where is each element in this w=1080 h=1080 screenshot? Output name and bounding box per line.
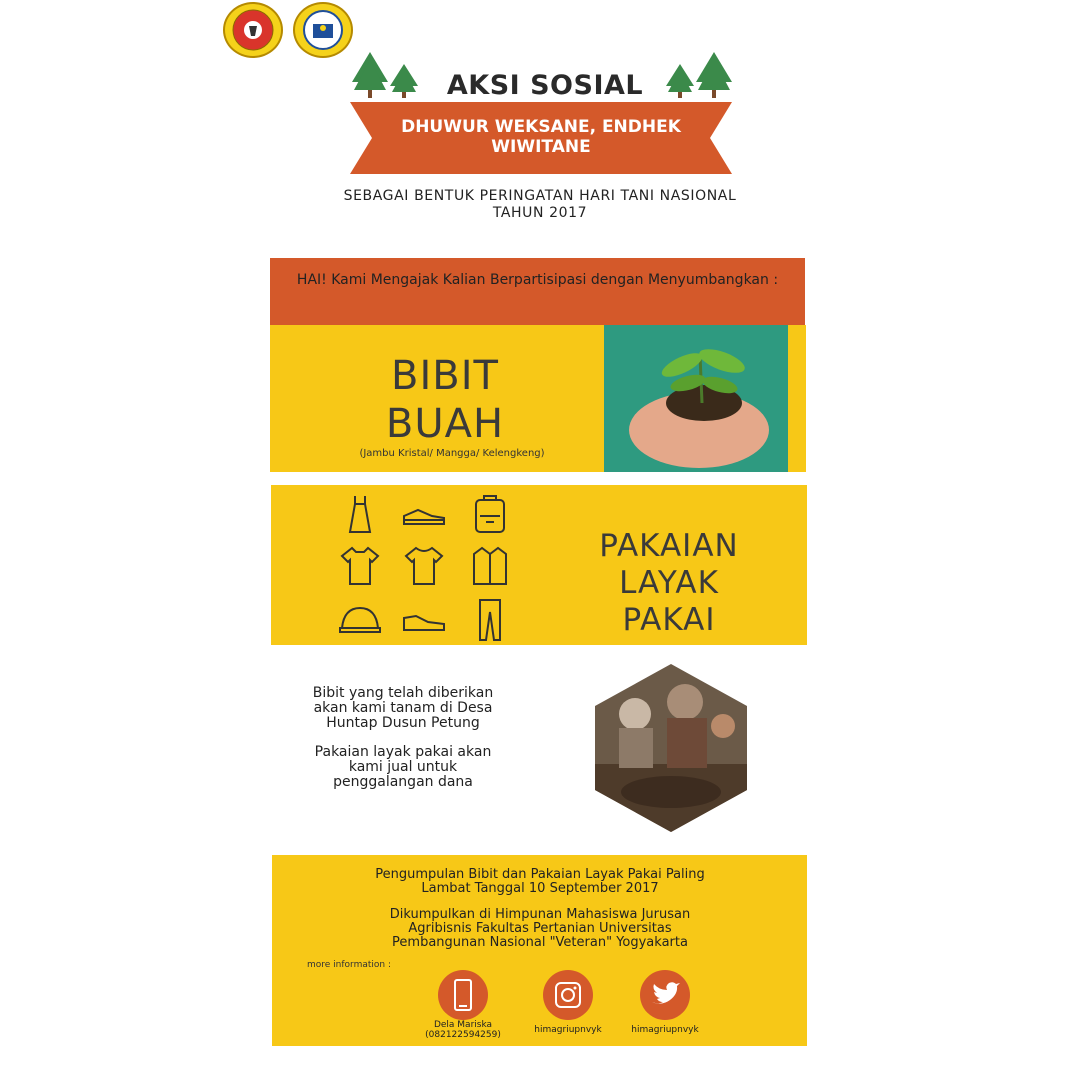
ribbon-text: DHUWUR WEKSANE, ENDHEK WIWITANE [401, 117, 681, 157]
event-subtitle: SEBAGAI BENTUK PERINGATAN HARI TANI NASIONAL TAHUN 2017 [343, 188, 737, 221]
polo-shirt-icon [338, 544, 382, 588]
sneaker-icon [402, 492, 446, 536]
phone-icon [438, 970, 488, 1020]
invite-text: HAI! Kami Mengajak Kalian Berpartisipasi dengan Menyumbangkan : [296, 272, 779, 288]
planting-photo [595, 664, 747, 832]
seeds-subtitle: (Jambu Kristal/ Mangga/ Kelengkeng) [359, 448, 545, 459]
shoe-icon [402, 598, 446, 642]
phone-contact-label: Dela Mariska (082122594259) [425, 1020, 501, 1040]
tshirt-icon [402, 544, 446, 588]
trousers-icon [468, 598, 512, 642]
himagri-logo [293, 2, 353, 58]
twitter-button[interactable] [640, 970, 690, 1020]
university-logo [223, 2, 283, 58]
twitter-icon [640, 970, 690, 1020]
seeds-title: BIBIT BUAH [385, 353, 505, 447]
seedling-photo [604, 325, 788, 472]
instagram-icon [543, 970, 593, 1020]
invite-band [270, 258, 805, 325]
collection-place-text: Dikumpulkan di Himpunan Mahasiswa Jurusan Agribisnis Fakultas Pertanian Universitas Pembangunan Nasional "Veteran" Yogyakarta [389, 907, 691, 950]
backpack-icon [468, 492, 512, 536]
page-title: AKSI SOSIAL [446, 70, 644, 101]
phone-contact-button[interactable] [438, 970, 488, 1020]
dress-icon [338, 492, 382, 536]
twitter-label: himagriupnvyk [631, 1025, 699, 1035]
instagram-label: himagriupnvyk [534, 1025, 602, 1035]
more-information-label: more information : [307, 960, 392, 970]
description-clothes: Pakaian layak pakai akan kami jual untuk penggalangan dana [314, 744, 492, 790]
shirt-icon [468, 544, 512, 588]
clothes-title: PAKAIAN LAYAK PAKAI [599, 528, 739, 638]
instagram-button[interactable] [543, 970, 593, 1020]
cap-icon [338, 598, 382, 642]
description-seeds: Bibit yang telah diberikan akan kami tanam di Desa Huntap Dusun Petung [312, 685, 494, 731]
deadline-text: Pengumpulan Bibit dan Pakaian Layak Pakai Paling Lambat Tanggal 10 September 2017 [375, 867, 705, 896]
